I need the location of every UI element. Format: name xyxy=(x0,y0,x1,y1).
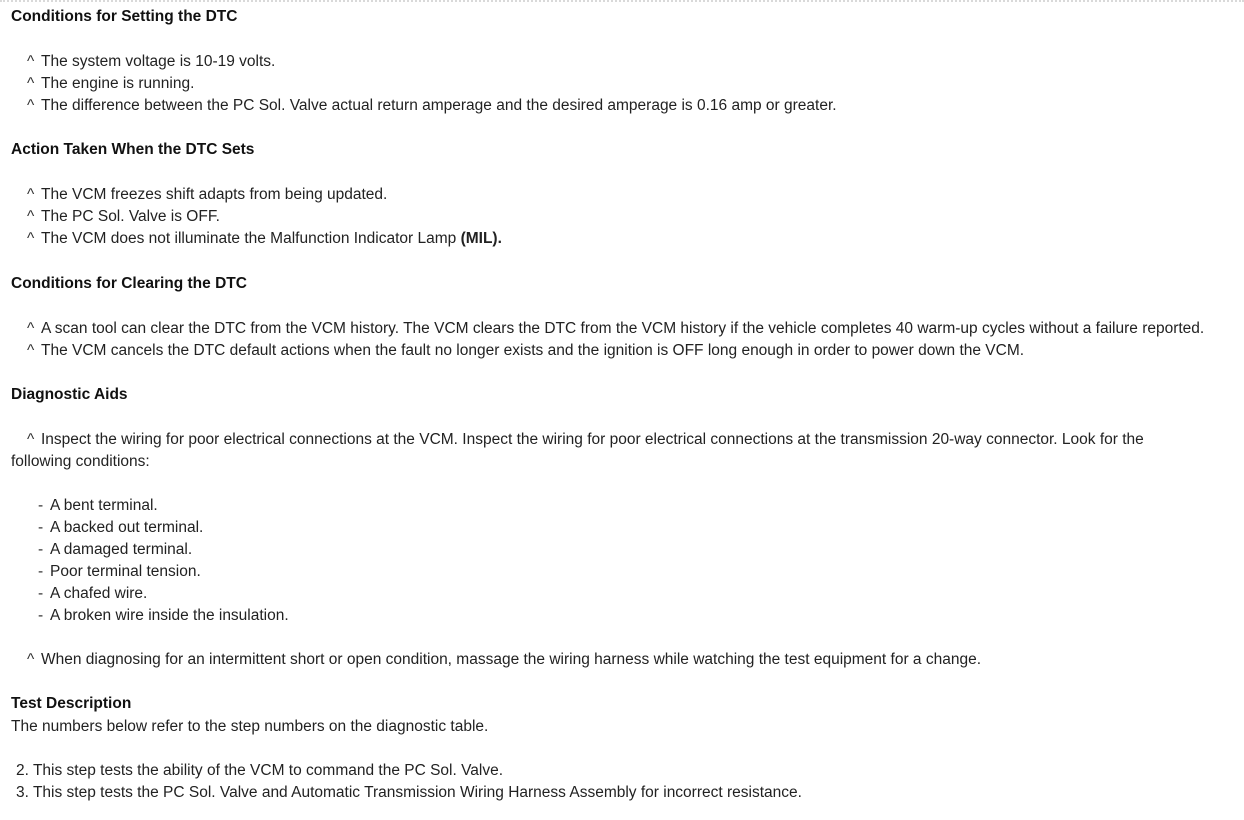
condition-item: - A broken wire inside the insulation. xyxy=(38,605,289,627)
caret-icon: ^ xyxy=(27,186,35,203)
list-item: ^ When diagnosing for an intermittent short or open condition, massage the wiring harness while watching the test equipment for a change. xyxy=(27,649,981,671)
list-item: ^ The difference between the PC Sol. Valve actual return amperage and the desired amperage is 0.16 amp or greater. xyxy=(27,95,837,117)
heading-clearing: Conditions for Clearing the DTC xyxy=(11,275,247,292)
caret-icon: ^ xyxy=(27,97,35,114)
list-item: ^ The VCM does not illuminate the Malfunction Indicator Lamp (MIL). xyxy=(27,228,502,250)
dash-icon: - xyxy=(38,607,44,624)
caret-icon: ^ xyxy=(27,75,35,92)
mil-abbreviation: (MIL). xyxy=(460,230,502,247)
test-intro: The numbers below refer to the step numbers on the diagnostic table. xyxy=(11,718,489,735)
list-item: ^ The system voltage is 10-19 volts. xyxy=(27,51,275,73)
heading-action: Action Taken When the DTC Sets xyxy=(11,141,255,158)
list-item: ^ The VCM cancels the DTC default actions when the fault no longer exists and the ignition is OFF long enough in order to power down the VCM. xyxy=(27,340,1024,362)
heading-diagnostic-aids: Diagnostic Aids xyxy=(11,386,128,403)
aids-intro-line: ^ Inspect the wiring for poor electrical connections at the VCM. Inspect the wiring for poor electrical connections at the transmission 20-way connector. Look for the xyxy=(27,429,1144,451)
list-item: ^ The engine is running. xyxy=(27,73,194,95)
condition-item: - A chafed wire. xyxy=(38,583,147,605)
list-item: ^ A scan tool can clear the DTC from the VCM history. The VCM clears the DTC from the VCM history if the vehicle completes 40 warm-up cycles without a failure reported. xyxy=(27,318,1204,340)
heading-test-description: Test Description xyxy=(11,695,132,712)
dash-icon: - xyxy=(38,541,44,558)
caret-icon: ^ xyxy=(27,53,35,70)
test-step: 2. This step tests the ability of the VCM to command the PC Sol. Valve. xyxy=(16,762,504,779)
condition-item: - A backed out terminal. xyxy=(38,517,203,539)
dash-icon: - xyxy=(38,585,44,602)
caret-icon: ^ xyxy=(27,208,35,225)
list-item: ^ The PC Sol. Valve is OFF. xyxy=(27,206,220,228)
caret-icon: ^ xyxy=(27,342,35,359)
caret-icon: ^ xyxy=(27,320,35,337)
condition-item: - A damaged terminal. xyxy=(38,539,192,561)
aids-intro-continuation: following conditions: xyxy=(11,453,150,470)
dash-icon: - xyxy=(38,563,44,580)
condition-item: - A bent terminal. xyxy=(38,495,158,517)
list-item: ^ The VCM freezes shift adapts from being updated. xyxy=(27,184,387,206)
condition-item: - Poor terminal tension. xyxy=(38,561,201,583)
heading-setting: Conditions for Setting the DTC xyxy=(11,8,238,25)
caret-icon: ^ xyxy=(27,431,35,448)
caret-icon: ^ xyxy=(27,651,35,668)
test-step: 3. This step tests the PC Sol. Valve and Automatic Transmission Wiring Harness Assembly for incorrect resistance. xyxy=(16,784,802,801)
dash-icon: - xyxy=(38,519,44,536)
caret-icon: ^ xyxy=(27,230,35,247)
dash-icon: - xyxy=(38,497,44,514)
